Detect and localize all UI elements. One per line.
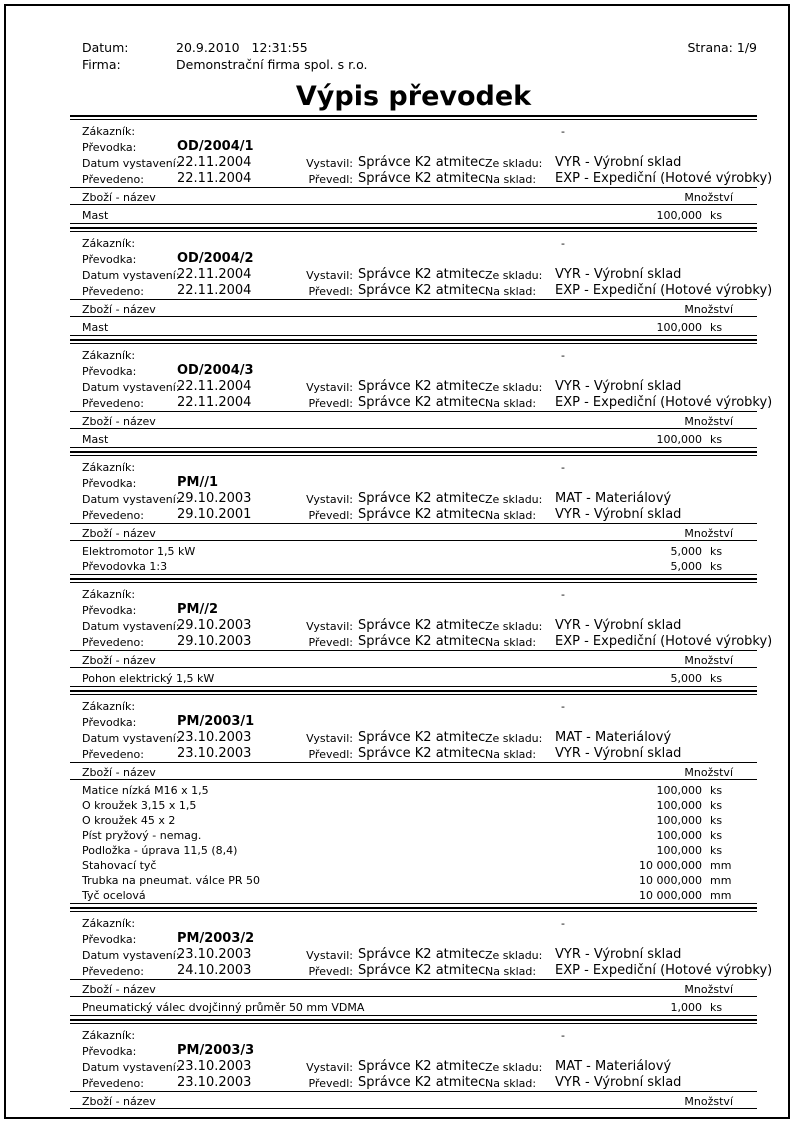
transferred-by-label: Převedl: — [308, 397, 353, 410]
items-header — [70, 763, 757, 779]
item-row — [70, 207, 757, 222]
transferred-row — [70, 282, 773, 298]
items-header-bottom-rule — [70, 1108, 757, 1109]
transferred-by-value: Správce K2 atmitec — [358, 283, 486, 298]
transfer-section — [70, 451, 757, 575]
goods-name-header: Zboží - název — [82, 191, 156, 204]
to-stock-label: Na sklad: — [485, 397, 537, 410]
goods-name-header: Zboží - název — [82, 303, 156, 316]
customer-label: Zákazník: — [82, 461, 136, 474]
from-stock-value: VYR - Výrobní sklad — [555, 379, 682, 394]
customer-value: - — [561, 237, 565, 250]
page-number: Strana: 1/9 — [687, 40, 757, 55]
item-quantity: 10 000,000 — [639, 874, 702, 887]
issue-date-row — [70, 1058, 757, 1074]
date-label: Datum: — [82, 40, 129, 55]
item-quantity: 10 000,000 — [639, 889, 702, 902]
issued-by-label: Vystavil: — [306, 949, 353, 962]
transfer-info — [70, 695, 757, 762]
transferred-row — [70, 1074, 757, 1090]
issued-by-value: Správce K2 atmitec — [358, 379, 486, 394]
transfer-number: OD/2004/1 — [177, 139, 254, 154]
item-name: Pohon elektrický 1,5 kW — [82, 672, 215, 685]
section-heavy-rule — [70, 690, 757, 692]
item-quantity: 100,000 — [656, 209, 702, 222]
issue-date-label: Datum vystavení: — [82, 1061, 180, 1074]
transfer-info — [70, 1024, 757, 1091]
transferred-date-value: 29.10.2001 — [177, 507, 252, 522]
transferred-label: Převedeno: — [82, 173, 144, 186]
transfer-label: Převodka: — [82, 933, 137, 946]
issued-by-label: Vystavil: — [306, 381, 353, 394]
transfer-row — [70, 362, 757, 378]
items — [70, 205, 757, 223]
item-row — [70, 782, 757, 797]
transfer-section — [70, 339, 773, 448]
to-stock-value: VYR - Výrobní sklad — [555, 507, 682, 522]
items-bottom-rule — [70, 686, 757, 687]
issue-date-row — [70, 154, 757, 170]
items — [70, 780, 757, 903]
issued-by-label: Vystavil: — [306, 1061, 353, 1074]
quantity-header: Množství — [684, 766, 733, 779]
transferred-by-label: Převedl: — [308, 748, 353, 761]
transfer-section — [70, 690, 757, 904]
items-header — [70, 980, 757, 996]
to-stock-value: VYR - Výrobní sklad — [555, 746, 682, 761]
items-bottom-rule — [70, 574, 757, 575]
transfer-info — [70, 120, 773, 187]
goods-name-header: Zboží - název — [82, 1095, 156, 1108]
customer-row — [70, 585, 757, 601]
from-stock-value: VYR - Výrobní sklad — [555, 618, 682, 633]
item-row — [70, 558, 757, 573]
items — [70, 541, 757, 574]
customer-row — [70, 346, 757, 362]
transferred-by-label: Převedl: — [308, 173, 353, 186]
from-stock-label: Ze skladu: — [485, 732, 543, 745]
issued-by-value: Správce K2 atmitec — [358, 947, 486, 962]
transferred-by-value: Správce K2 atmitec — [358, 395, 486, 410]
issue-date-row — [70, 490, 757, 506]
customer-label: Zákazník: — [82, 1029, 136, 1042]
item-name: Mast — [82, 433, 109, 446]
transfer-section — [70, 227, 773, 336]
issue-date-label: Datum vystavení: — [82, 493, 180, 506]
item-quantity: 100,000 — [656, 814, 702, 827]
transfer-info — [70, 912, 773, 979]
from-stock-label: Ze skladu: — [485, 493, 543, 506]
transfer-row — [70, 601, 757, 617]
section-heavy-rule — [70, 227, 757, 229]
transfer-number: PM//1 — [177, 475, 219, 490]
issue-date-row — [70, 729, 757, 745]
customer-value: - — [561, 588, 565, 601]
item-row — [70, 857, 757, 872]
items — [70, 997, 757, 1015]
item-unit: ks — [710, 799, 723, 812]
item-unit: ks — [710, 560, 723, 573]
sections — [70, 115, 773, 1109]
transferred-row — [70, 962, 773, 978]
customer-row — [70, 914, 757, 930]
transferred-by-value: Správce K2 atmitec — [358, 634, 486, 649]
customer-row — [70, 122, 757, 138]
transfer-row — [70, 713, 757, 729]
section-heavy-rule — [70, 339, 757, 341]
to-stock-value: EXP - Expediční (Hotové výrobky) — [555, 395, 773, 410]
to-stock-label: Na sklad: — [485, 173, 537, 186]
customer-value: - — [561, 1029, 565, 1042]
issue-date-value: 23.10.2003 — [177, 730, 252, 745]
goods-name-header: Zboží - název — [82, 766, 156, 779]
item-name: Mast — [82, 321, 109, 334]
item-name: Elektromotor 1,5 kW — [82, 545, 196, 558]
items-header — [70, 1092, 757, 1108]
transferred-label: Převedeno: — [82, 509, 144, 522]
to-stock-label: Na sklad: — [485, 748, 537, 761]
item-quantity: 100,000 — [656, 844, 702, 857]
from-stock-value: VYR - Výrobní sklad — [555, 267, 682, 282]
from-stock-label: Ze skladu: — [485, 620, 543, 633]
transferred-date-value: 24.10.2003 — [177, 963, 252, 978]
quantity-header: Množství — [684, 415, 733, 428]
item-name: Stahovací tyč — [82, 859, 157, 872]
transfer-label: Převodka: — [82, 141, 137, 154]
transferred-date-value: 29.10.2003 — [177, 634, 252, 649]
transferred-label: Převedeno: — [82, 397, 144, 410]
issue-date-value: 29.10.2003 — [177, 491, 252, 506]
goods-name-header: Zboží - název — [82, 983, 156, 996]
transferred-by-value: Správce K2 atmitec — [358, 963, 486, 978]
item-unit: ks — [710, 209, 723, 222]
issue-date-value: 22.11.2004 — [177, 379, 252, 394]
item-quantity: 100,000 — [656, 321, 702, 334]
item-name: Mast — [82, 209, 109, 222]
issued-by-value: Správce K2 atmitec — [358, 491, 486, 506]
customer-value: - — [561, 125, 565, 138]
transfer-row — [70, 474, 757, 490]
transferred-row — [70, 745, 757, 761]
items-bottom-rule — [70, 335, 757, 336]
item-row — [70, 543, 757, 558]
item-quantity: 5,000 — [670, 545, 702, 558]
items-header — [70, 412, 757, 428]
issue-date-row — [70, 266, 757, 282]
items — [70, 429, 757, 447]
transferred-by-label: Převedl: — [308, 285, 353, 298]
transfer-number: PM/2003/3 — [177, 1043, 255, 1058]
item-unit: ks — [710, 545, 723, 558]
issue-date-label: Datum vystavení: — [82, 949, 180, 962]
item-name: Tyč ocelová — [82, 889, 146, 902]
item-row — [70, 999, 757, 1014]
to-stock-label: Na sklad: — [485, 285, 537, 298]
transfer-section — [70, 1019, 757, 1109]
transfer-number: PM/2003/1 — [177, 714, 255, 729]
item-quantity: 5,000 — [670, 672, 702, 685]
transferred-by-label: Převedl: — [308, 636, 353, 649]
goods-name-header: Zboží - název — [82, 527, 156, 540]
quantity-header: Množství — [684, 191, 733, 204]
transferred-date-value: 22.11.2004 — [177, 283, 252, 298]
transfer-label: Převodka: — [82, 253, 137, 266]
item-quantity: 100,000 — [656, 784, 702, 797]
transfer-number: PM//2 — [177, 602, 219, 617]
issued-by-value: Správce K2 atmitec — [358, 155, 486, 170]
transferred-row — [70, 394, 773, 410]
item-name: Pneumatický válec dvojčinný průměr 50 mm VDMA — [82, 1001, 365, 1014]
items-header — [70, 188, 757, 204]
to-stock-value: EXP - Expediční (Hotové výrobky) — [555, 171, 773, 186]
from-stock-label: Ze skladu: — [485, 157, 543, 170]
transferred-by-value: Správce K2 atmitec — [358, 1075, 486, 1090]
transfer-info — [70, 583, 773, 650]
transferred-date-value: 22.11.2004 — [177, 395, 252, 410]
item-unit: ks — [710, 321, 723, 334]
from-stock-value: VYR - Výrobní sklad — [555, 947, 682, 962]
goods-name-header: Zboží - název — [82, 654, 156, 667]
to-stock-label: Na sklad: — [485, 636, 537, 649]
from-stock-label: Ze skladu: — [485, 1061, 543, 1074]
items-bottom-rule — [70, 903, 757, 904]
item-unit: ks — [710, 829, 723, 842]
goods-name-header: Zboží - název — [82, 415, 156, 428]
transfer-section — [70, 578, 773, 687]
transferred-label: Převedeno: — [82, 965, 144, 978]
transfer-section — [70, 115, 773, 224]
to-stock-value: VYR - Výrobní sklad — [555, 1075, 682, 1090]
to-stock-value: EXP - Expediční (Hotové výrobky) — [555, 634, 773, 649]
customer-row — [70, 234, 757, 250]
issue-date-value: 29.10.2003 — [177, 618, 252, 633]
transfer-row — [70, 930, 757, 946]
customer-label: Zákazník: — [82, 588, 136, 601]
item-unit: mm — [710, 889, 732, 902]
customer-label: Zákazník: — [82, 917, 136, 930]
from-stock-value: MAT - Materiálový — [555, 730, 672, 745]
company-value: Demonstrační firma spol. s r.o. — [176, 57, 368, 72]
item-name: Podložka - úprava 11,5 (8,4) — [82, 844, 238, 857]
to-stock-label: Na sklad: — [485, 509, 537, 522]
transferred-label: Převedeno: — [82, 748, 144, 761]
items-bottom-rule — [70, 447, 757, 448]
report-content — [70, 38, 773, 1112]
issue-date-row — [70, 378, 757, 394]
item-unit: mm — [710, 874, 732, 887]
quantity-header: Množství — [684, 527, 733, 540]
issued-by-label: Vystavil: — [306, 732, 353, 745]
customer-label: Zákazník: — [82, 349, 136, 362]
transferred-date-value: 22.11.2004 — [177, 171, 252, 186]
issue-date-label: Datum vystavení: — [82, 381, 180, 394]
item-unit: ks — [710, 1001, 723, 1014]
item-quantity: 100,000 — [656, 799, 702, 812]
issued-by-value: Správce K2 atmitec — [358, 1059, 486, 1074]
item-quantity: 1,000 — [670, 1001, 702, 1014]
quantity-header: Množství — [684, 983, 733, 996]
item-quantity: 5,000 — [670, 560, 702, 573]
transferred-label: Převedeno: — [82, 1077, 144, 1090]
transfer-info — [70, 232, 773, 299]
transfer-row — [70, 138, 757, 154]
transferred-row — [70, 506, 757, 522]
item-unit: ks — [710, 433, 723, 446]
issue-date-row — [70, 946, 757, 962]
issued-by-value: Správce K2 atmitec — [358, 618, 486, 633]
issue-date-value: 23.10.2003 — [177, 1059, 252, 1074]
items — [70, 668, 757, 686]
customer-value: - — [561, 917, 565, 930]
issued-by-value: Správce K2 atmitec — [358, 267, 486, 282]
transferred-by-label: Převedl: — [308, 965, 353, 978]
issue-date-value: 23.10.2003 — [177, 947, 252, 962]
transferred-by-label: Převedl: — [308, 1077, 353, 1090]
transfer-number: PM/2003/2 — [177, 931, 255, 946]
quantity-header: Množství — [684, 303, 733, 316]
quantity-header: Množství — [684, 654, 733, 667]
customer-value: - — [561, 461, 565, 474]
to-stock-value: EXP - Expediční (Hotové výrobky) — [555, 963, 773, 978]
item-row — [70, 872, 757, 887]
section-heavy-rule — [70, 451, 757, 453]
items — [70, 317, 757, 335]
transferred-by-value: Správce K2 atmitec — [358, 507, 486, 522]
item-name: Převodovka 1:3 — [82, 560, 168, 573]
transferred-date-value: 23.10.2003 — [177, 1075, 252, 1090]
item-quantity: 10 000,000 — [639, 859, 702, 872]
from-stock-label: Ze skladu: — [485, 269, 543, 282]
item-row — [70, 670, 757, 685]
report-title: Výpis převodek — [295, 81, 532, 112]
issue-date-label: Datum vystavení: — [82, 157, 180, 170]
transferred-by-label: Převedl: — [308, 509, 353, 522]
item-unit: ks — [710, 784, 723, 797]
item-unit: ks — [710, 814, 723, 827]
item-unit: ks — [710, 844, 723, 857]
transfer-info — [70, 344, 773, 411]
issued-by-label: Vystavil: — [306, 269, 353, 282]
section-heavy-rule — [70, 115, 757, 117]
item-name: O kroužek 45 x 2 — [82, 814, 176, 827]
item-row — [70, 887, 757, 902]
transfer-number: OD/2004/2 — [177, 251, 254, 266]
item-quantity: 100,000 — [656, 433, 702, 446]
items-header — [70, 524, 757, 540]
quantity-header: Množství — [684, 1095, 733, 1108]
section-heavy-rule — [70, 1019, 757, 1021]
section-heavy-rule — [70, 907, 757, 909]
item-row — [70, 827, 757, 842]
item-unit: mm — [710, 859, 732, 872]
customer-row — [70, 458, 757, 474]
item-row — [70, 797, 757, 812]
from-stock-value: VYR - Výrobní sklad — [555, 155, 682, 170]
to-stock-label: Na sklad: — [485, 965, 537, 978]
from-stock-label: Ze skladu: — [485, 381, 543, 394]
item-name: Matice nízká M16 x 1,5 — [82, 784, 209, 797]
transferred-date-value: 23.10.2003 — [177, 746, 252, 761]
item-name: O kroužek 3,15 x 1,5 — [82, 799, 197, 812]
customer-value: - — [561, 349, 565, 362]
transfer-row — [70, 1042, 757, 1058]
transferred-by-value: Správce K2 atmitec — [358, 171, 486, 186]
transfer-label: Převodka: — [82, 1045, 137, 1058]
transfer-row — [70, 250, 757, 266]
transferred-label: Převedeno: — [82, 285, 144, 298]
transfer-label: Převodka: — [82, 604, 137, 617]
section-heavy-rule — [70, 578, 757, 580]
customer-row — [70, 1026, 757, 1042]
items-bottom-rule — [70, 1015, 757, 1016]
customer-row — [70, 697, 757, 713]
customer-label: Zákazník: — [82, 700, 136, 713]
issue-date-value: 22.11.2004 — [177, 155, 252, 170]
customer-label: Zákazník: — [82, 125, 136, 138]
issued-by-value: Správce K2 atmitec — [358, 730, 486, 745]
item-row — [70, 319, 757, 334]
transferred-row — [70, 633, 773, 649]
item-row — [70, 431, 757, 446]
issue-date-label: Datum vystavení: — [82, 732, 180, 745]
item-quantity: 100,000 — [656, 829, 702, 842]
issued-by-label: Vystavil: — [306, 493, 353, 506]
date-value: 20.9.2010 12:31:55 — [176, 40, 308, 55]
item-unit: ks — [710, 672, 723, 685]
header-row-company — [70, 55, 757, 72]
from-stock-label: Ze skladu: — [485, 949, 543, 962]
issue-date-row — [70, 617, 757, 633]
transfer-label: Převodka: — [82, 365, 137, 378]
from-stock-value: MAT - Materiálový — [555, 1059, 672, 1074]
report-page — [4, 4, 790, 1119]
to-stock-label: Na sklad: — [485, 1077, 537, 1090]
item-name: Trubka na pneumat. válce PR 50 — [82, 874, 261, 887]
items-header — [70, 651, 757, 667]
customer-value: - — [561, 700, 565, 713]
transferred-row — [70, 170, 773, 186]
transfer-section — [70, 907, 773, 1016]
from-stock-value: MAT - Materiálový — [555, 491, 672, 506]
transferred-label: Převedeno: — [82, 636, 144, 649]
transferred-by-value: Správce K2 atmitec — [358, 746, 486, 761]
header-row-date — [70, 38, 757, 55]
transfer-label: Převodka: — [82, 477, 137, 490]
items-bottom-rule — [70, 223, 757, 224]
issue-date-label: Datum vystavení: — [82, 620, 180, 633]
issue-date-value: 22.11.2004 — [177, 267, 252, 282]
transfer-number: OD/2004/3 — [177, 363, 254, 378]
issue-date-label: Datum vystavení: — [82, 269, 180, 282]
customer-label: Zákazník: — [82, 237, 136, 250]
company-label: Firma: — [82, 57, 121, 72]
transfer-info — [70, 456, 757, 523]
item-row — [70, 842, 757, 857]
transfer-label: Převodka: — [82, 716, 137, 729]
to-stock-value: EXP - Expediční (Hotové výrobky) — [555, 283, 773, 298]
item-name: Píst pryžový - nemag. — [82, 829, 202, 842]
items-header — [70, 300, 757, 316]
issued-by-label: Vystavil: — [306, 620, 353, 633]
issued-by-label: Vystavil: — [306, 157, 353, 170]
item-row — [70, 812, 757, 827]
